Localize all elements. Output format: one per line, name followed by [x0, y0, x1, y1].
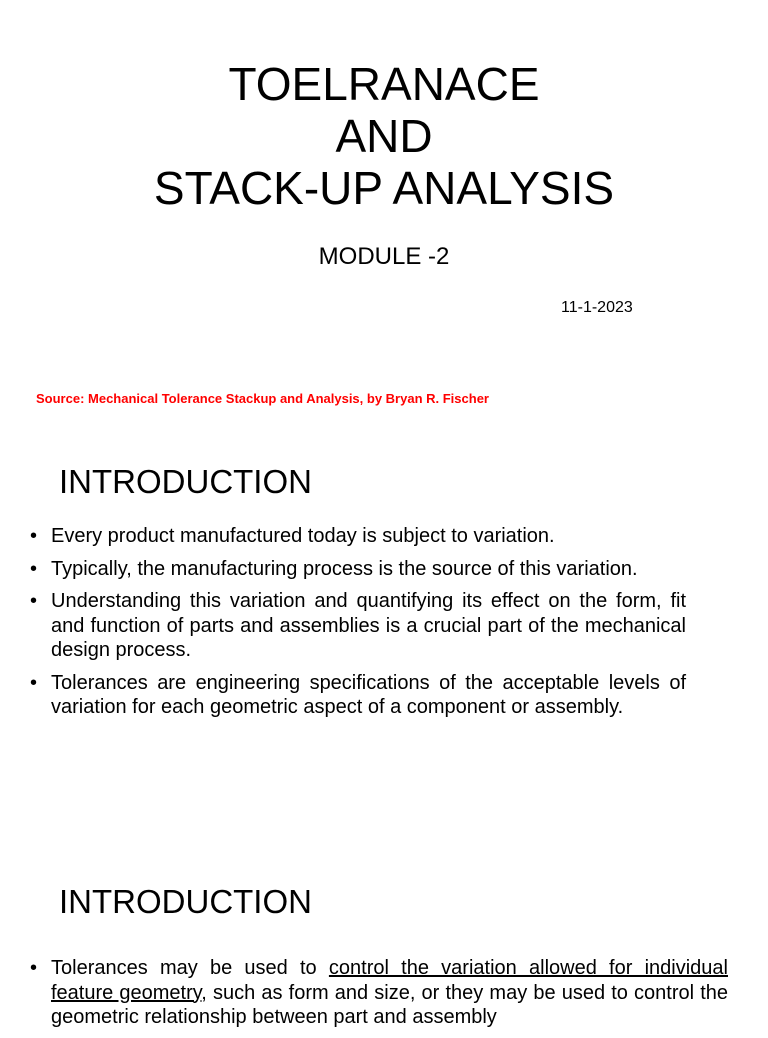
introduction-slide-2: [0, 860, 768, 1028]
bullet-item: [30, 524, 686, 549]
introduction-slide: [0, 440, 768, 860]
slide-heading: INTRODUCTION: [59, 463, 312, 500]
bullet-icon: •: [30, 671, 38, 694]
title-slide: [0, 0, 768, 440]
module-label: MODULE -2: [318, 243, 450, 270]
bullet-item: [30, 589, 686, 663]
slide-heading: INTRODUCTION: [59, 883, 312, 920]
bullet-text: Every product manufactured today is subject to variation.: [51, 525, 555, 547]
bullet-list: [30, 956, 728, 1038]
bullet-text-underlined: control the variation allowed for individual feature geometry,: [51, 957, 728, 1004]
source-citation: Source: Mechanical Tolerance Stackup and Analysis, by Bryan R. Fischer: [36, 391, 489, 406]
title-line: STACK-UP ANALYSIS: [153, 162, 615, 214]
bullet-text-lead: Tolerances may be used to: [51, 957, 329, 979]
bullet-icon: •: [30, 557, 38, 580]
bullet-item: [30, 557, 686, 582]
bullet-text: Typically, the manufacturing process is the source of this variation.: [51, 557, 638, 580]
bullet-text: Tolerances are engineering specifications of the acceptable levels of variation for each geometric aspect of a component or assembly.: [51, 671, 686, 718]
bullet-text: Understanding this variation and quantifying its effect on the form, fit and function of parts and assemblies is a crucial part of the mechanical design process.: [51, 590, 686, 661]
slide-title: [0, 58, 768, 214]
bullet-icon: •: [30, 525, 38, 547]
bullet-item: [30, 671, 686, 720]
bullet-list: [30, 524, 686, 728]
bullet-icon: •: [30, 590, 38, 612]
bullet-item: [30, 956, 728, 1030]
date-label: 11-1-2023: [561, 299, 633, 316]
bullet-icon: •: [30, 957, 38, 979]
title-line: TOELRANACE: [228, 58, 540, 110]
title-line: AND: [335, 110, 433, 162]
bullet-text-rest: such as form and size, or they may be used to control the geometric relationship between part and assembly: [51, 981, 729, 1028]
